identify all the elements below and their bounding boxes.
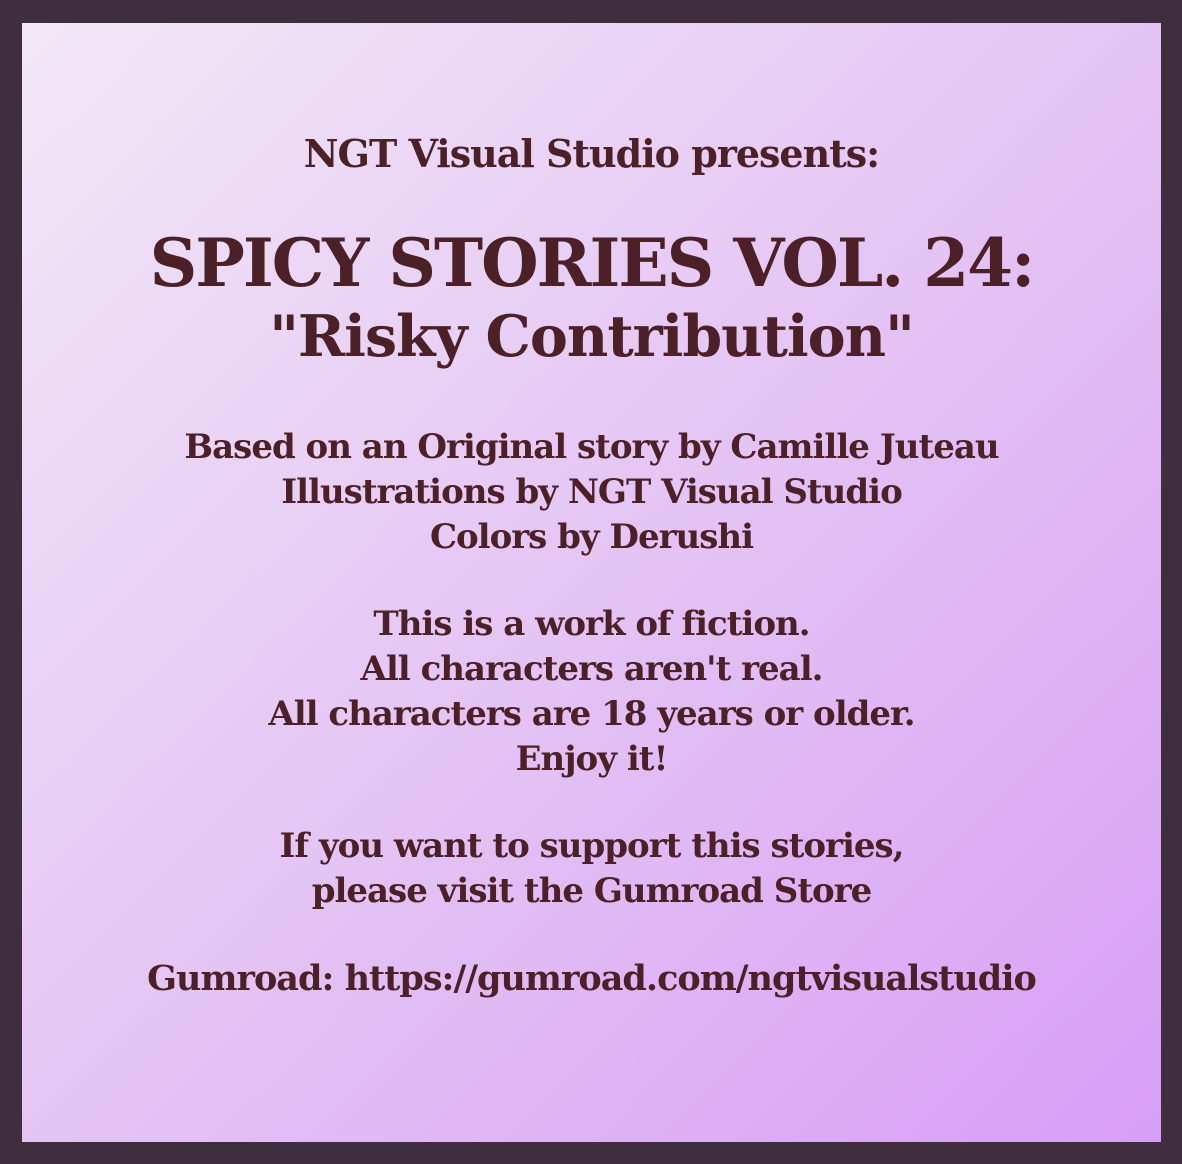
support-line-1: If you want to support this stories, [279,826,904,866]
gumroad-url-line: Gumroad: https://gumroad.com/ngtvisualstudio [147,958,1036,999]
support-block [22,824,1161,914]
disclaimer-line-not-real: All characters aren't real. [360,649,823,689]
disclaimer-line-age: All characters are 18 years or older. [268,694,915,734]
credit-line-colors: Colors by Derushi [429,517,754,557]
presenter-line: NGT Visual Studio presents: [303,131,880,176]
credits-block [22,425,1161,560]
disclaimer-line-fiction: This is a work of fiction. [373,604,810,644]
disclaimer-line-enjoy: Enjoy it! [515,739,668,779]
title-page [22,23,1161,1142]
subtitle: "Risky Contribution" [269,303,914,370]
disclaimer-block [22,602,1161,782]
support-line-2: please visit the Gumroad Store [311,871,872,911]
credit-line-story: Based on an Original story by Camille Juteau [184,427,999,467]
credit-line-illustrations: Illustrations by NGT Visual Studio [281,472,902,512]
main-title: SPICY STORIES VOL. 24: [149,224,1034,302]
